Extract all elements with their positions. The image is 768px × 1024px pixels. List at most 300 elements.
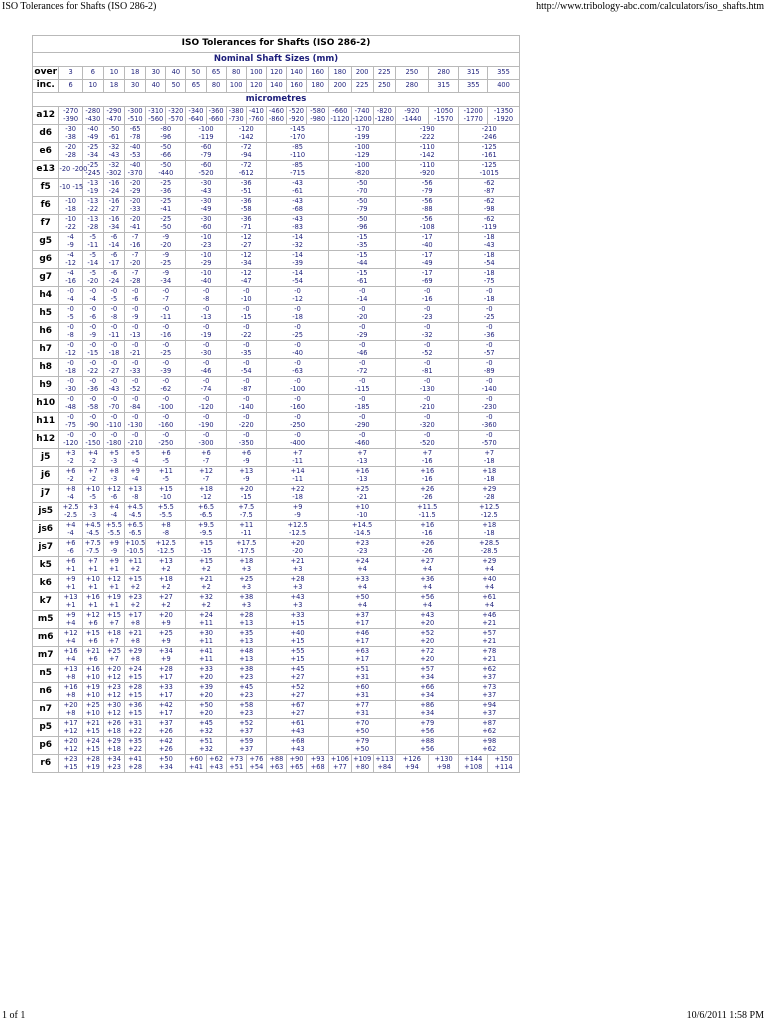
- upper-deviation: +7: [357, 449, 367, 458]
- tolerance-row-a12: [33, 107, 520, 125]
- tolerance-cell: [125, 683, 146, 701]
- tolerance-cell: [59, 719, 82, 737]
- upper-deviation: +33: [199, 665, 213, 674]
- lower-deviation: -68: [292, 204, 303, 213]
- lower-deviation: -90: [87, 420, 99, 429]
- over-size-cell: 100: [246, 67, 266, 80]
- tolerance-cell: [459, 701, 520, 719]
- tolerance-cell: [266, 233, 328, 251]
- lower-deviation: +15: [128, 708, 143, 717]
- upper-deviation: +31: [128, 719, 143, 728]
- tolerance-cell: [246, 107, 266, 125]
- upper-deviation: +51: [199, 737, 213, 746]
- lower-deviation: +20: [199, 672, 213, 681]
- tolerance-cell: [226, 341, 266, 359]
- iso-tolerance-table: [32, 35, 520, 773]
- inc-size-cell: 225: [351, 80, 373, 93]
- lower-deviation: -440: [158, 168, 174, 177]
- tolerance-cell: [226, 431, 266, 449]
- tolerance-class-label: d6: [33, 125, 59, 143]
- upper-deviation: -7: [131, 251, 139, 260]
- lower-deviation: -108: [419, 222, 435, 231]
- upper-deviation: -0: [202, 287, 210, 296]
- tolerance-cell: [329, 215, 396, 233]
- upper-deviation: +20: [239, 485, 254, 494]
- upper-deviation: -0: [294, 323, 301, 332]
- tolerance-cell: [82, 179, 103, 197]
- upper-deviation: -520: [289, 107, 304, 116]
- tolerance-cell: [82, 521, 103, 539]
- lower-deviation: +62: [482, 726, 497, 735]
- lower-deviation: -400: [290, 438, 306, 447]
- upper-deviation: +24: [199, 611, 213, 620]
- lower-deviation: -87: [483, 186, 495, 195]
- lower-deviation: -6: [89, 312, 97, 321]
- tolerance-cell: [395, 755, 428, 773]
- upper-deviation: -0: [242, 395, 250, 404]
- tolerance-cell: [226, 593, 266, 611]
- tolerance-cell: [146, 341, 186, 359]
- lower-deviation: +13: [239, 654, 254, 663]
- lower-deviation: -33: [129, 204, 141, 213]
- upper-deviation: -0: [485, 359, 493, 368]
- upper-deviation: -0: [358, 395, 366, 404]
- tolerance-cell: [186, 197, 226, 215]
- lower-deviation: -760: [248, 114, 264, 123]
- tolerance-cell: [488, 107, 520, 125]
- upper-deviation: -0: [202, 413, 210, 422]
- upper-deviation: -0: [423, 413, 431, 422]
- upper-deviation: +50: [355, 593, 370, 602]
- tolerance-cell: [82, 431, 103, 449]
- upper-deviation: -12: [240, 233, 252, 242]
- upper-deviation: -4: [67, 269, 74, 278]
- upper-deviation: -20: [129, 179, 141, 188]
- tolerance-cell: [125, 413, 146, 431]
- tolerance-class-label: m7: [33, 647, 59, 665]
- over-size-cell: 80: [226, 67, 246, 80]
- over-size-cell: 6: [82, 67, 103, 80]
- tolerance-cell: [186, 179, 226, 197]
- upper-deviation: +13: [63, 665, 78, 674]
- tolerance-cell: [82, 269, 103, 287]
- tolerance-cell: [82, 737, 103, 755]
- tolerance-class-label: a12: [33, 107, 59, 125]
- tolerance-cell: [266, 629, 328, 647]
- lower-deviation: +27: [290, 708, 305, 717]
- upper-deviation: -0: [131, 413, 139, 422]
- tolerance-cell: [186, 107, 206, 125]
- upper-deviation: +48: [239, 647, 254, 656]
- lower-deviation: -7: [202, 456, 210, 465]
- lower-deviation: +4: [484, 582, 495, 591]
- inc-size-cell: 315: [428, 80, 459, 93]
- tolerance-cell: [459, 269, 520, 287]
- upper-deviation: +15: [85, 629, 100, 638]
- tolerance-cell: [59, 539, 82, 557]
- lower-deviation: +1: [87, 582, 98, 591]
- lower-deviation: -4: [67, 492, 74, 501]
- inc-size-cell: 160: [286, 80, 306, 93]
- tolerance-cell: [146, 233, 186, 251]
- lower-deviation: +4: [484, 600, 495, 609]
- upper-deviation: +45: [199, 719, 213, 728]
- tolerance-cell: [82, 485, 103, 503]
- tolerance-row-h7: [33, 341, 520, 359]
- tolerance-cell: [186, 251, 226, 269]
- lower-deviation: -39: [292, 258, 303, 267]
- lower-deviation: +108: [464, 762, 483, 771]
- tolerance-cell: [226, 251, 266, 269]
- tolerance-cell: [59, 413, 82, 431]
- lower-deviation: -570: [481, 438, 497, 447]
- lower-deviation: -11: [87, 240, 99, 249]
- lower-deviation: +26: [158, 744, 173, 753]
- lower-deviation: +62: [482, 744, 497, 753]
- upper-deviation: -0: [202, 359, 210, 368]
- lower-deviation: +54: [249, 762, 264, 771]
- upper-deviation: +62: [482, 665, 497, 674]
- tolerance-class-label: m5: [33, 611, 59, 629]
- lower-deviation: -170: [290, 132, 306, 141]
- tolerance-cell: [82, 755, 103, 773]
- tolerance-class-label: j6: [33, 467, 59, 485]
- lower-deviation: -27: [240, 240, 252, 249]
- tolerance-cell: [186, 575, 226, 593]
- tolerance-cell: [146, 665, 186, 683]
- upper-deviation: +34: [158, 647, 173, 656]
- upper-deviation: -85: [292, 161, 303, 170]
- upper-deviation: -0: [294, 341, 301, 350]
- upper-deviation: +16: [420, 521, 435, 530]
- upper-deviation: +39: [199, 683, 213, 692]
- tolerance-cell: [266, 557, 328, 575]
- lower-deviation: -5.5: [107, 528, 121, 537]
- upper-deviation: +50: [158, 755, 173, 764]
- lower-deviation: +26: [158, 726, 173, 735]
- upper-deviation: -36: [240, 197, 252, 206]
- upper-deviation: -50: [356, 179, 368, 188]
- upper-deviation: +21: [290, 557, 305, 566]
- upper-deviation: -0: [131, 287, 139, 296]
- tolerance-cell: [125, 251, 146, 269]
- tolerance-cell: [146, 197, 186, 215]
- upper-deviation: +25: [107, 647, 121, 656]
- lower-deviation: +43: [209, 762, 224, 771]
- tolerance-cell: [395, 377, 459, 395]
- tolerance-cell: [146, 377, 186, 395]
- lower-deviation: -1015: [479, 168, 499, 177]
- tolerance-cell: [226, 449, 266, 467]
- tolerance-cell: [59, 467, 82, 485]
- lower-deviation: +84: [377, 762, 392, 771]
- upper-deviation: -0: [162, 323, 170, 332]
- upper-deviation: -100: [354, 143, 370, 152]
- tolerance-cell: [82, 413, 103, 431]
- upper-deviation: +34: [107, 755, 121, 764]
- lower-deviation: -21: [129, 348, 141, 357]
- upper-deviation: +28: [290, 575, 305, 584]
- upper-deviation: -0: [358, 377, 366, 386]
- lower-deviation: +68: [310, 762, 325, 771]
- lower-deviation: +23: [239, 708, 254, 717]
- tolerance-cell: [329, 377, 396, 395]
- lower-deviation: +32: [199, 744, 213, 753]
- tolerance-cell: [125, 593, 146, 611]
- lower-deviation: -8: [110, 312, 118, 321]
- upper-deviation: +36: [420, 575, 435, 584]
- lower-deviation: -94: [240, 150, 252, 159]
- upper-deviation: -60: [200, 143, 212, 152]
- tolerance-cell: [186, 413, 226, 431]
- lower-deviation: -38: [65, 132, 76, 141]
- upper-deviation: -0: [358, 413, 366, 422]
- lower-deviation: -61: [108, 132, 120, 141]
- lower-deviation: -8: [202, 294, 210, 303]
- lower-deviation: +15: [290, 654, 305, 663]
- upper-deviation: +29: [128, 647, 143, 656]
- upper-deviation: -120: [238, 125, 254, 134]
- upper-deviation: +23: [355, 539, 370, 548]
- upper-deviation: +32: [199, 593, 213, 602]
- upper-deviation: +18: [158, 575, 173, 584]
- over-size-cell: 50: [186, 67, 206, 80]
- lower-deviation: +10: [85, 690, 100, 699]
- lower-deviation: +8: [65, 708, 76, 717]
- upper-deviation: -0: [89, 287, 97, 296]
- tolerance-cell: [329, 575, 396, 593]
- upper-deviation: +18: [107, 629, 121, 638]
- tolerance-cell: [206, 755, 226, 773]
- lower-deviation: +7: [109, 618, 119, 627]
- lower-deviation: -33: [129, 366, 141, 375]
- upper-deviation: +16: [85, 593, 100, 602]
- tolerance-cell: [59, 233, 82, 251]
- over-size-cell: 280: [428, 67, 459, 80]
- lower-deviation: -18: [292, 492, 303, 501]
- tolerance-class-label: g7: [33, 269, 59, 287]
- tolerance-cell: [146, 647, 186, 665]
- upper-deviation: -0: [294, 431, 301, 440]
- upper-deviation: +41: [199, 647, 213, 656]
- tolerance-cell: [125, 395, 146, 413]
- lower-deviation: +9: [160, 654, 171, 663]
- tolerance-cell: [266, 485, 328, 503]
- tolerance-cell: [82, 125, 103, 143]
- lower-deviation: +3: [241, 600, 252, 609]
- lower-deviation: +37: [482, 690, 497, 699]
- tolerance-cell: [146, 719, 186, 737]
- upper-deviation: -0: [202, 395, 210, 404]
- upper-deviation: +33: [355, 575, 370, 584]
- tolerance-cell: [226, 215, 266, 233]
- lower-deviation: -18: [292, 312, 303, 321]
- tolerance-cell: [59, 557, 82, 575]
- lower-deviation: +27: [290, 690, 305, 699]
- tolerance-cell: [186, 449, 226, 467]
- tolerance-cell: [186, 395, 226, 413]
- upper-deviation: -0: [110, 323, 118, 332]
- tolerance-cell: [103, 323, 124, 341]
- tolerance-cell: [266, 287, 328, 305]
- lower-deviation: -52: [421, 348, 433, 357]
- inc-size-cell: 180: [307, 80, 329, 93]
- upper-deviation: +24: [128, 665, 143, 674]
- lower-deviation: -87: [240, 384, 252, 393]
- tolerance-cell: [395, 665, 459, 683]
- lower-deviation: +50: [355, 744, 370, 753]
- tolerance-row-h6: [33, 323, 520, 341]
- tolerance-row-g6: [33, 251, 520, 269]
- lower-deviation: -71: [240, 222, 252, 231]
- lower-deviation: -35: [356, 240, 368, 249]
- lower-deviation: -470: [106, 114, 122, 123]
- lower-deviation: -290: [354, 420, 370, 429]
- lower-deviation: +3: [292, 600, 303, 609]
- tolerance-row-h4: [33, 287, 520, 305]
- lower-deviation: +19: [85, 762, 100, 771]
- upper-deviation: +24: [355, 557, 370, 566]
- upper-deviation: +26: [420, 485, 435, 494]
- lower-deviation: -4: [67, 528, 74, 537]
- lower-deviation: -8: [162, 528, 170, 537]
- tolerance-cell: [226, 323, 266, 341]
- tolerance-cell: [59, 611, 82, 629]
- tolerance-cell: [459, 287, 520, 305]
- lower-deviation: -28: [483, 492, 495, 501]
- tolerance-cell: [146, 413, 186, 431]
- tolerance-cell: [395, 575, 459, 593]
- upper-deviation: +35: [239, 629, 254, 638]
- upper-deviation: +4: [109, 503, 119, 512]
- upper-deviation: +113: [375, 755, 394, 764]
- lower-deviation: -19: [87, 186, 99, 195]
- print-header-url[interactable]: http://www.tribology-abc.com/calculators/iso_shafts.htm: [536, 1, 764, 12]
- lower-deviation: -9.5: [199, 528, 213, 537]
- upper-deviation: +21: [85, 647, 100, 656]
- lower-deviation: +31: [355, 690, 370, 699]
- lower-deviation: -47: [240, 276, 252, 285]
- lower-deviation: +43: [290, 726, 305, 735]
- lower-deviation: +23: [239, 672, 254, 681]
- over-size-cell: 225: [373, 67, 395, 80]
- upper-deviation: -5: [89, 233, 97, 242]
- tolerance-cell: [82, 197, 103, 215]
- upper-deviation: +7: [292, 449, 303, 458]
- upper-deviation: +150: [494, 755, 513, 764]
- tolerance-cell: [186, 233, 226, 251]
- tolerance-cell: [59, 125, 82, 143]
- tolerance-cell: [59, 197, 82, 215]
- tolerance-cell: [82, 359, 103, 377]
- tolerance-cell: [459, 197, 520, 215]
- lower-deviation: +1: [65, 582, 76, 591]
- lower-deviation: -17.5: [237, 546, 255, 555]
- lower-deviation: -115: [354, 384, 370, 393]
- upper-deviation: +18: [199, 485, 213, 494]
- tolerance-cell: [146, 125, 186, 143]
- tolerance-row-k5: [33, 557, 520, 575]
- tolerance-cell: [395, 647, 459, 665]
- lower-deviation: +20: [199, 708, 213, 717]
- upper-deviation: -170: [354, 125, 370, 134]
- lower-deviation: +1: [109, 600, 119, 609]
- tolerance-class-label: e13: [33, 161, 59, 179]
- lower-deviation: -36: [483, 330, 495, 339]
- upper-deviation: +43: [420, 611, 435, 620]
- tolerance-cell: [329, 557, 396, 575]
- upper-deviation: -0: [162, 377, 170, 386]
- tolerance-cell: [395, 413, 459, 431]
- upper-deviation: +10.5: [125, 539, 146, 548]
- upper-deviation: +5: [130, 449, 140, 458]
- lower-deviation: -34: [87, 150, 99, 159]
- upper-deviation: -660: [332, 107, 348, 116]
- upper-deviation: -56: [421, 215, 433, 224]
- tolerance-cell: [329, 683, 396, 701]
- tolerance-cell: [103, 269, 124, 287]
- tolerance-row-g5: [33, 233, 520, 251]
- tolerance-cell: [82, 467, 103, 485]
- upper-deviation: -0: [358, 431, 366, 440]
- tolerance-cell: [146, 593, 186, 611]
- lower-deviation: +12: [63, 744, 78, 753]
- lower-deviation: -88: [421, 204, 433, 213]
- lower-deviation: +12: [107, 672, 121, 681]
- tolerance-cell: [329, 305, 396, 323]
- upper-deviation: +45: [290, 665, 305, 674]
- tolerance-cell: [125, 503, 146, 521]
- tolerance-cell: [395, 467, 459, 485]
- upper-deviation: +4: [65, 521, 76, 530]
- lower-deviation: -110: [290, 150, 306, 159]
- tolerance-cell: [125, 197, 146, 215]
- lower-deviation: -25: [160, 258, 172, 267]
- lower-deviation: -18: [483, 474, 495, 483]
- tolerance-class-label: n7: [33, 701, 59, 719]
- tolerance-cell: [395, 161, 459, 179]
- tolerance-cell: [459, 449, 520, 467]
- tolerance-cell: [266, 521, 328, 539]
- tolerance-cell: [286, 755, 306, 773]
- upper-deviation: -15: [356, 251, 368, 260]
- upper-deviation: -30: [65, 125, 76, 134]
- upper-deviation: -0: [89, 413, 97, 422]
- tolerance-cell: [146, 107, 166, 125]
- upper-deviation: -50: [356, 197, 368, 206]
- upper-deviation: +30: [199, 629, 213, 638]
- upper-deviation: +38: [239, 593, 254, 602]
- tolerance-cell: [266, 449, 328, 467]
- upper-deviation: -32: [108, 143, 120, 152]
- upper-deviation: +12.5: [479, 503, 500, 512]
- tolerance-class-label: js7: [33, 539, 59, 557]
- tolerance-row-h10: [33, 395, 520, 413]
- tolerance-row-e13: [33, 161, 520, 179]
- tolerance-cell: [59, 755, 82, 773]
- upper-deviation: -40: [87, 125, 99, 134]
- lower-deviation: +1: [109, 582, 119, 591]
- tolerance-cell: [125, 539, 146, 557]
- tolerance-cell: [186, 719, 226, 737]
- upper-deviation: -0: [242, 341, 250, 350]
- lower-deviation: -26: [421, 492, 433, 501]
- tolerance-class-label: g5: [33, 233, 59, 251]
- upper-deviation: -0: [423, 377, 431, 386]
- lower-deviation: -30: [200, 348, 212, 357]
- lower-deviation: -41: [129, 222, 141, 231]
- tolerance-cell: [459, 179, 520, 197]
